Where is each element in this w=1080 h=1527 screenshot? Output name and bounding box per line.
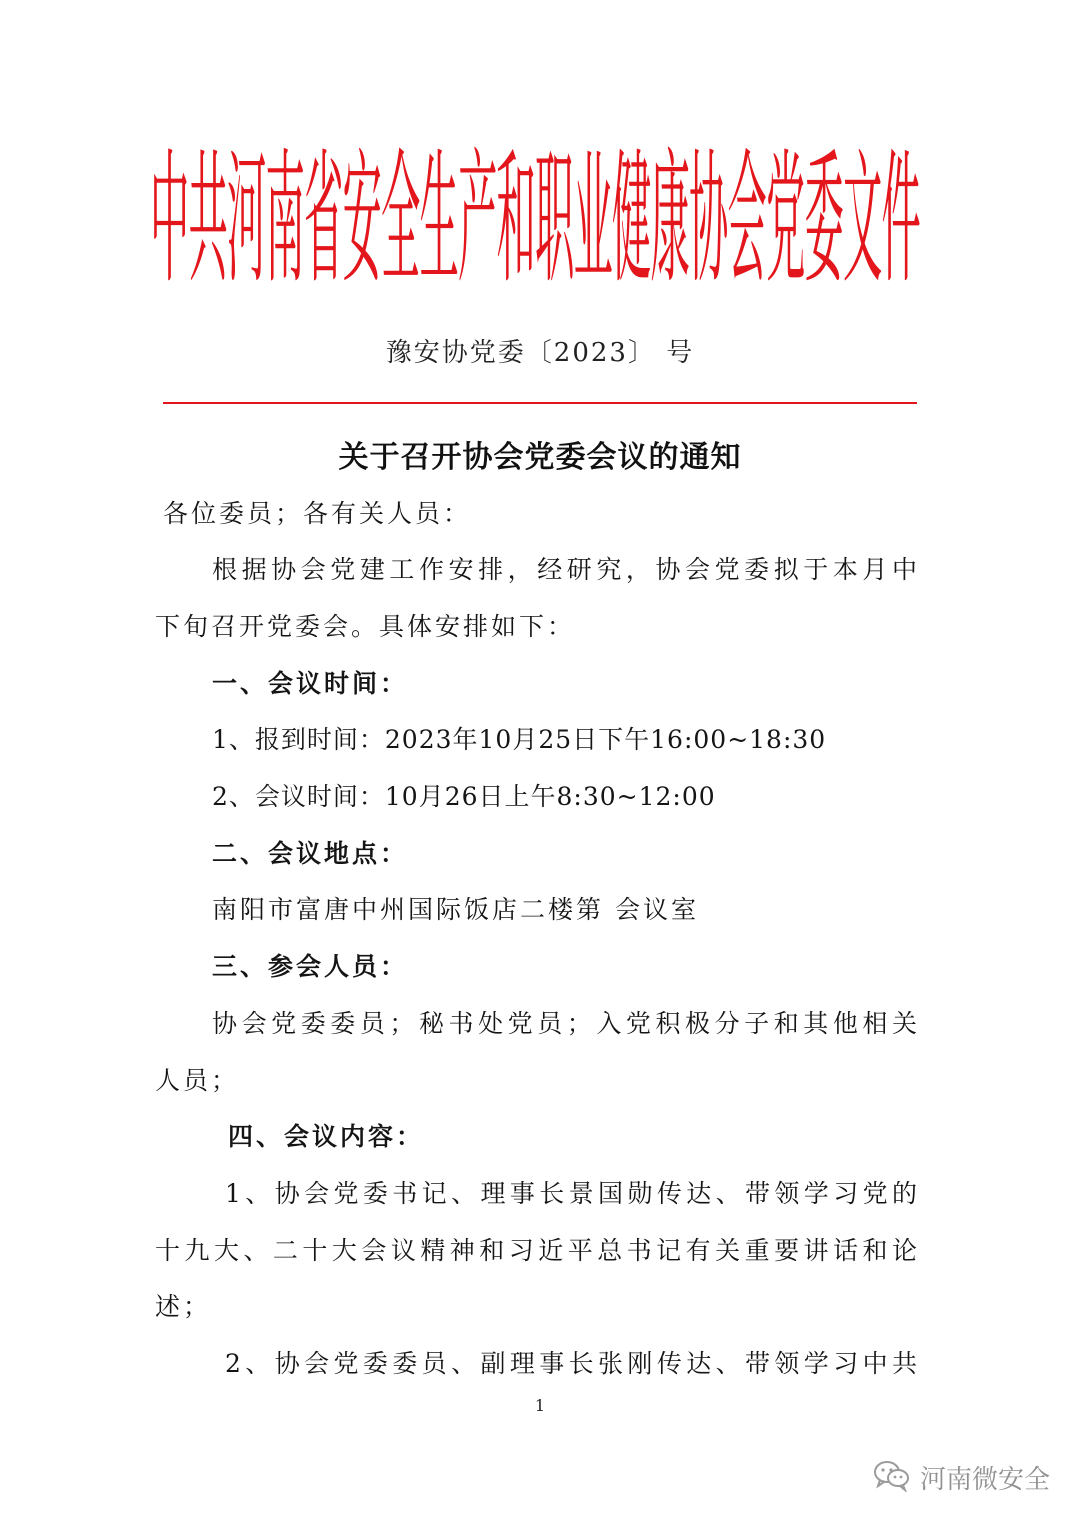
- section-1-item-2: 2、会议时间：10月26日上午8:30~12:00: [212, 782, 716, 811]
- page-number: 1: [534, 1396, 546, 1415]
- section-4-heading: 四、会议内容：: [228, 1122, 425, 1151]
- notice-title: 关于召开协会党委会议的通知: [338, 440, 742, 475]
- section-2-heading: 二、会议地点：: [212, 839, 409, 868]
- header-title-text: 中共河南省安全生产和职业健康协会党委文件: [150, 140, 920, 305]
- intro-line-1: 根据协会党建工作安排，经研究，协会党委拟于本月中: [212, 555, 917, 584]
- section-4-item-1-line-2: 十九大、二十大会议精神和习近平总书记有关重要讲话和论: [155, 1236, 917, 1265]
- salutation: 各位委员；各有关人员：: [163, 499, 472, 528]
- section-3-line-1: 协会党委委员；秘书处党员；入党积极分子和其他相关: [212, 1009, 917, 1038]
- section-2-text: 南阳市富唐中州国际饭店二楼第 会议室: [212, 895, 699, 924]
- document-header-title: [150, 140, 920, 305]
- account-watermark: [872, 1458, 1050, 1496]
- intro-line-2: 下旬召开党委会。具体安排如下：: [155, 612, 576, 641]
- section-3-heading: 三、参会人员：: [212, 952, 409, 981]
- section-4-item-1-line-1: 1、协会党委书记、理事长景国勋传达、带领学习党的: [225, 1179, 917, 1208]
- section-4-item-1-line-3: 述；: [155, 1292, 212, 1321]
- red-divider-line: [163, 402, 917, 404]
- section-3-line-2: 人员；: [155, 1066, 240, 1095]
- watermark-text: 河南微安全: [919, 1464, 1050, 1495]
- section-4-item-2-line-1: 2、协会党委委员、副理事长张刚传达、带领学习中共: [225, 1349, 917, 1378]
- document-number: 豫安协党委〔2023〕 号: [385, 338, 695, 368]
- section-1-heading: 一、会议时间：: [212, 669, 409, 698]
- section-1-item-1: 1、报到时间：2023年10月25日下午16:00~18:30: [212, 725, 827, 754]
- wechat-icon: [872, 1458, 912, 1496]
